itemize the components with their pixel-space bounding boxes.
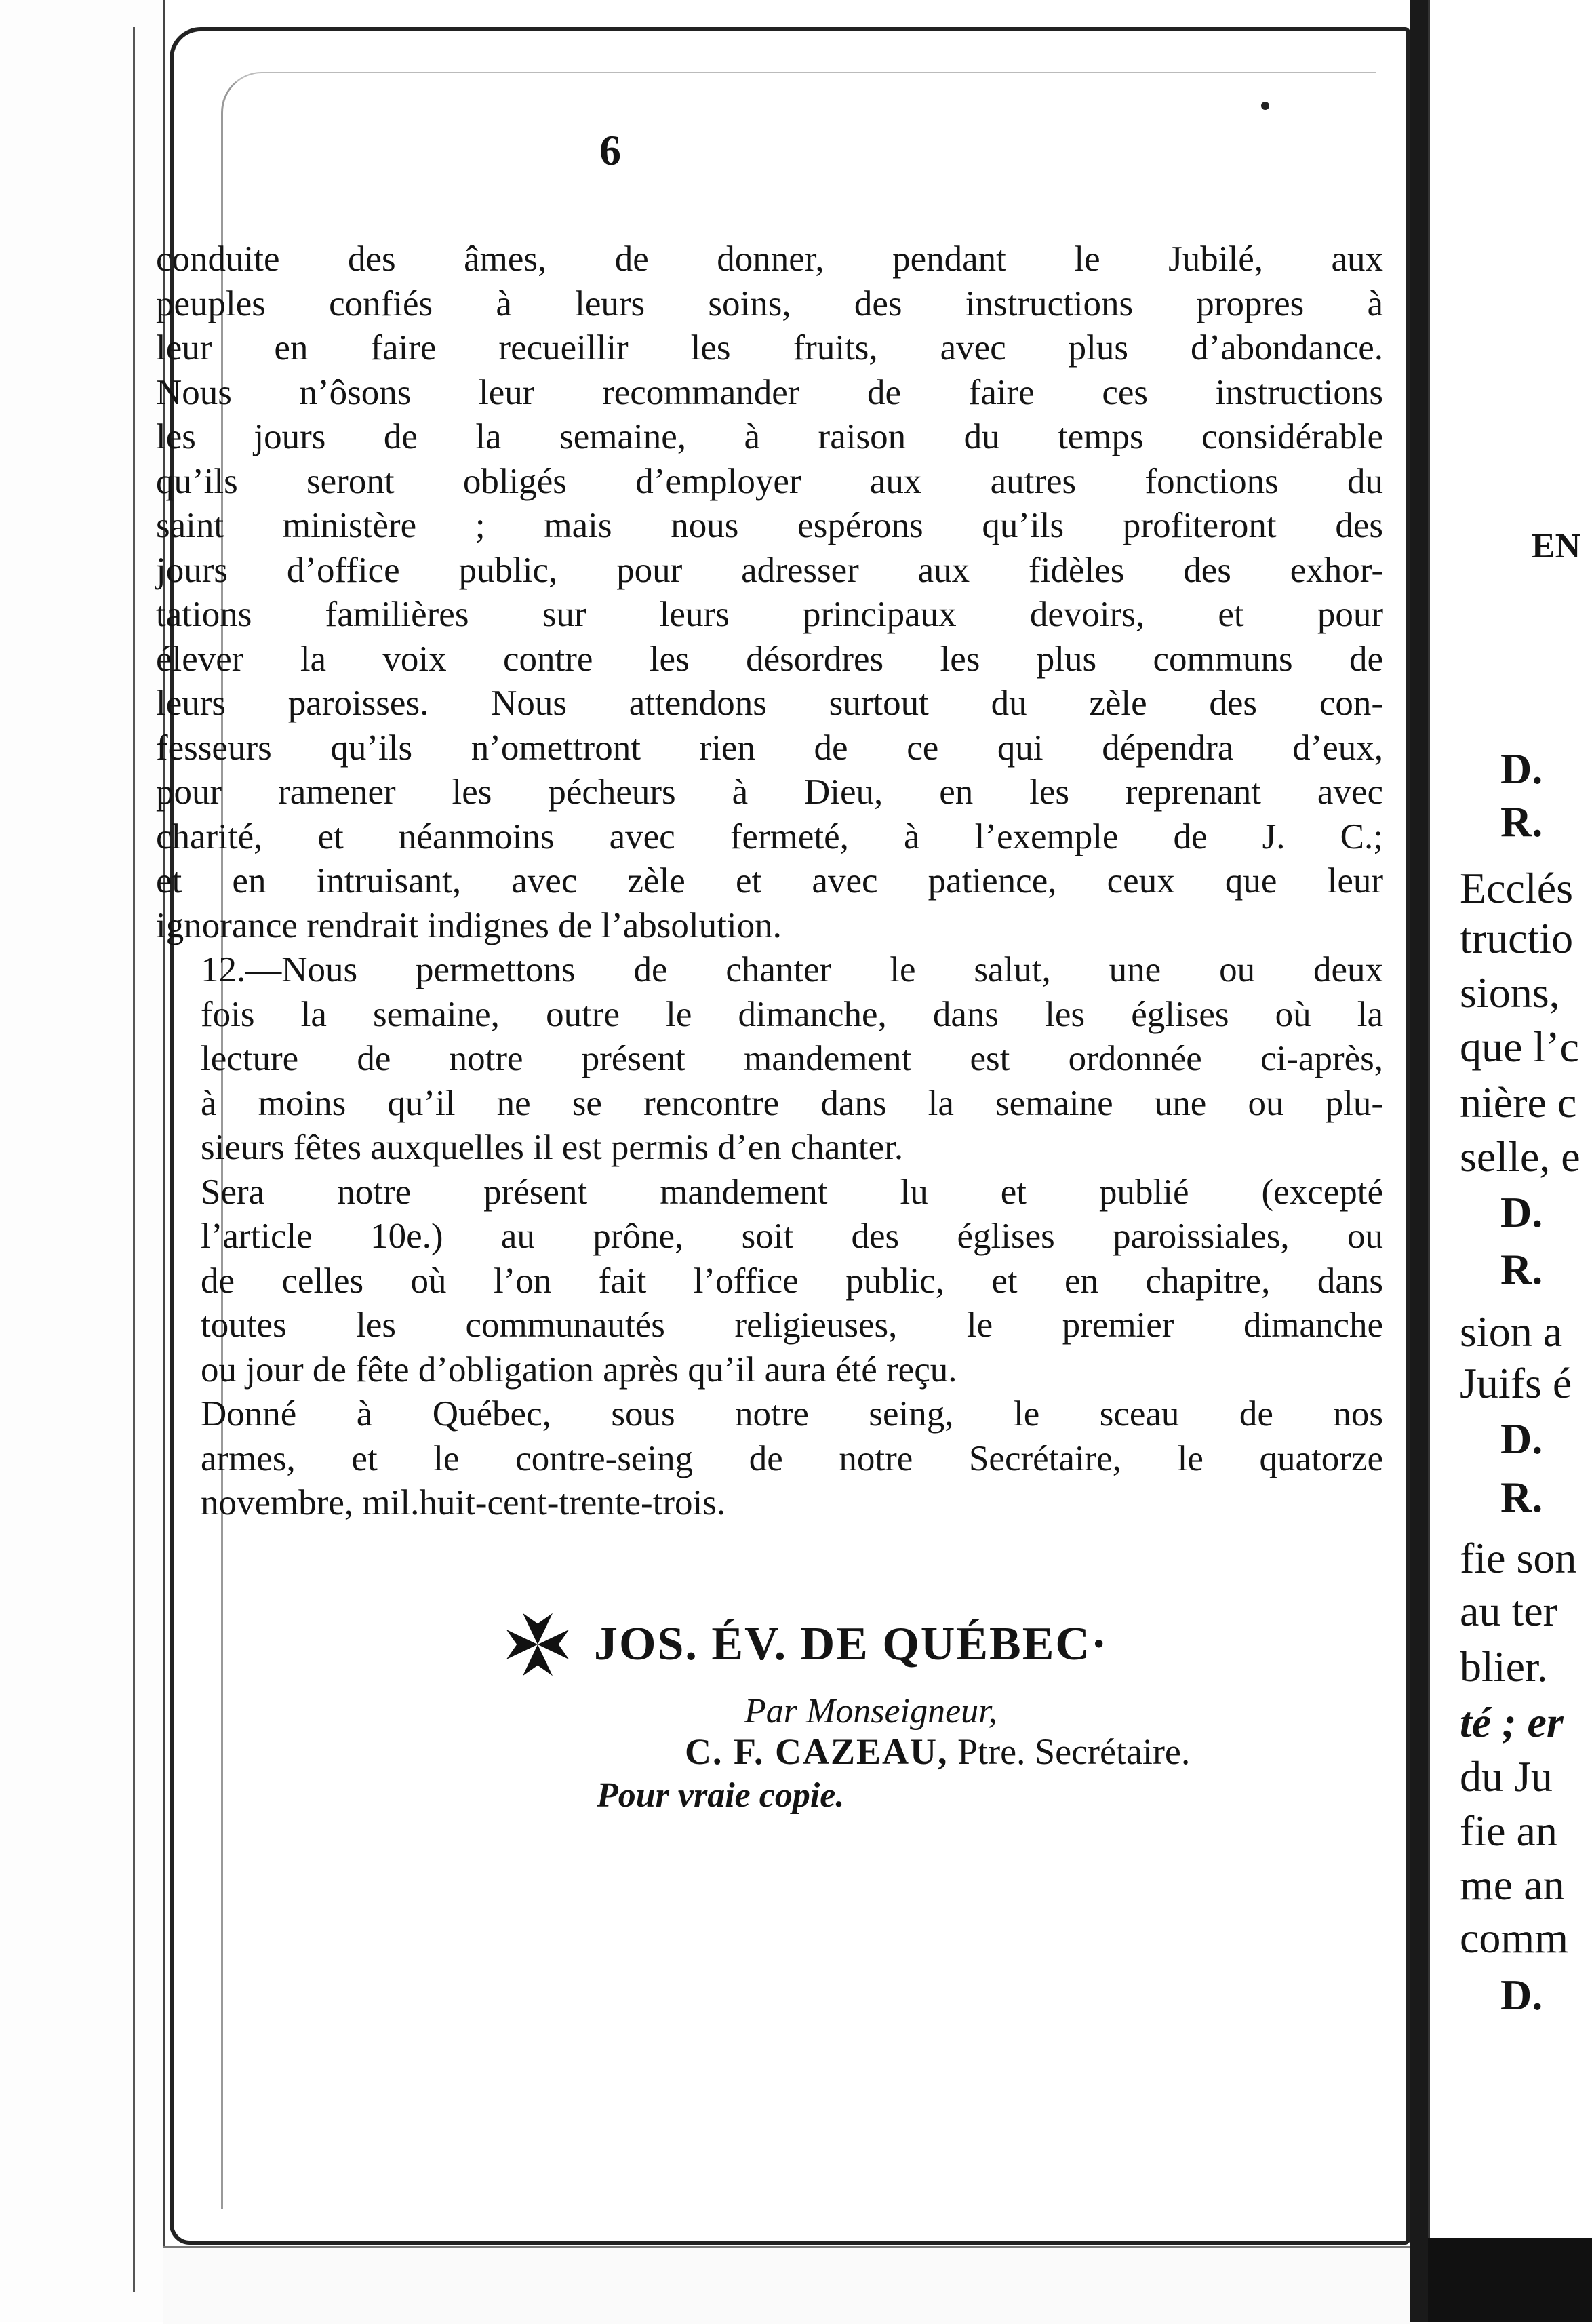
- facing-page-text-fragment: comm: [1460, 1914, 1568, 1962]
- facing-page-text-fragment: sion a: [1460, 1307, 1563, 1356]
- signature-name: JOS. ÉV. DE QUÉBEC·: [594, 1618, 1109, 1670]
- text-line: novembre, mil.huit-cent-trente-trois.: [201, 1483, 726, 1522]
- facing-page-text-fragment: que l’c: [1460, 1023, 1579, 1071]
- book-gutter: [1410, 0, 1428, 2322]
- bishop-signature: [500, 1607, 1108, 1682]
- paragraph-salut: [156, 948, 1383, 1170]
- true-copy-note: Pour vraie copie.: [597, 1776, 845, 1815]
- text-line: tations familières sur leurs principaux devoirs, et pour: [156, 595, 1383, 634]
- facing-page-text-fragment: sions,: [1460, 968, 1560, 1017]
- text-line: fesseurs qu’ils n’omettront rien de ce qui dépendra d’eux,: [156, 728, 1383, 768]
- facing-page-text-fragment: blier.: [1460, 1642, 1548, 1691]
- secretary-title: Ptre. Secrétaire.: [957, 1731, 1191, 1772]
- facing-page-text-fragment: me an: [1460, 1861, 1565, 1909]
- facing-page-text-fragment: selle, e: [1460, 1133, 1580, 1181]
- facing-page-text-fragment: fie son: [1460, 1534, 1577, 1582]
- facing-page-fragment: [1428, 0, 1592, 2322]
- facing-page-text-fragment: D.: [1500, 1415, 1543, 1463]
- facing-page-text-fragment: fie an: [1460, 1807, 1557, 1855]
- by-monseigneur: Par Monseigneur,: [744, 1692, 997, 1731]
- facing-page-text-fragment: EN: [1532, 527, 1581, 566]
- facing-page-text-fragment: Ecclés: [1460, 864, 1573, 912]
- text-line: élever la voix contre les désordres les plus communs de: [156, 639, 1383, 679]
- text-line: conduite des âmes, de donner, pendant le Jubilé, aux: [156, 239, 1383, 279]
- text-line: Donné à Québec, sous notre seing, le sceau de nos: [201, 1394, 1383, 1434]
- edge-line: [133, 27, 135, 2292]
- facing-page-text-fragment: Juifs é: [1460, 1359, 1572, 1407]
- text-line: de celles où l’on fait l’office public, et en chapitre, dans: [201, 1261, 1383, 1301]
- text-line: lecture de notre présent mandement est ordonnée ci-après,: [201, 1039, 1383, 1078]
- text-line: à moins qu’il ne se rencontre dans la semaine une ou plu-: [201, 1083, 1383, 1123]
- facing-page-text-fragment: R.: [1500, 1245, 1543, 1293]
- text-line: et en intruisant, avec zèle et avec patience, ceux que leur: [156, 861, 1383, 901]
- paragraph-publication: [156, 1170, 1383, 1393]
- text-line: l’article 10e.) au prône, soit des églises paroissiales, ou: [201, 1217, 1383, 1256]
- facing-page-bottom-edge: [1428, 2238, 1592, 2322]
- text-line: 12.—Nous permettons de chanter le salut, une ou deux: [201, 950, 1383, 989]
- text-line: qu’ils seront obligés d’employer aux autres fonctions du: [156, 461, 1383, 501]
- paragraph-instructions: [156, 237, 1383, 948]
- text-line: armes, et le contre-seing de notre Secrétaire, le quatorze: [201, 1438, 1383, 1478]
- text-line: les jours de la semaine, à raison du temps considérable: [156, 417, 1383, 456]
- text-line: Sera notre présent mandement lu et publié (excepté: [201, 1172, 1383, 1212]
- facing-page-text-fragment: D.: [1500, 1188, 1543, 1236]
- facing-page-text-fragment: D.: [1500, 745, 1543, 793]
- left-page-edge: [0, 0, 165, 2322]
- page-number: 6: [599, 126, 621, 174]
- text-line: charité, et néanmoins avec fermeté, à l’exemple de J. C.;: [156, 816, 1383, 856]
- secretary-line: [685, 1731, 1190, 1773]
- facing-page-text-fragment: D.: [1500, 1971, 1543, 2019]
- facing-page-text-fragment: té ; er: [1460, 1698, 1564, 1746]
- text-line: jours d’office public, pour adresser aux fidèles des exhor-: [156, 550, 1383, 590]
- text-line: peuples confiés à leurs soins, des instructions propres à: [156, 283, 1383, 323]
- text-line: ou jour de fête d’obligation après qu’il aura été reçu.: [201, 1350, 957, 1390]
- facing-page-text-fragment: R.: [1500, 1473, 1543, 1521]
- text-line: toutes les communautés religieuses, le premier dimanche: [201, 1305, 1383, 1345]
- body-text: [156, 237, 1383, 1526]
- paragraph-given-at-quebec: [156, 1392, 1383, 1526]
- facing-page-text-fragment: au ter: [1460, 1587, 1557, 1635]
- text-line: pour ramener les pécheurs à Dieu, en les reprenant avec: [156, 772, 1383, 812]
- text-line: ignorance rendrait indignes de l’absolution.: [156, 905, 782, 945]
- facing-page-text-fragment: R.: [1500, 797, 1543, 846]
- facing-page-text-fragment: nière c: [1460, 1078, 1577, 1126]
- ink-speck: [1261, 102, 1269, 110]
- text-line: fois la semaine, outre le dimanche, dans les églises où la: [201, 994, 1383, 1034]
- facing-page-text-fragment: du Ju: [1460, 1752, 1553, 1800]
- facing-page-text-fragment: tructio: [1460, 914, 1574, 962]
- secretary-name: C. F. CAZEAU,: [685, 1731, 949, 1772]
- text-line: sieurs fêtes auxquelles il est permis d’en chanter.: [201, 1128, 904, 1167]
- maltese-cross-icon: [500, 1607, 575, 1682]
- bottom-page-edge: [163, 2246, 1410, 2324]
- text-line: leurs paroisses. Nous attendons surtout du zèle des con-: [156, 684, 1383, 723]
- text-line: Nous n’ôsons leur recommander de faire ces instructions: [156, 372, 1383, 412]
- text-line: leur en faire recueillir les fruits, avec plus d’abondance.: [156, 328, 1383, 368]
- text-line: saint ministère ; mais nous espérons qu’ils profiteront des: [156, 506, 1383, 545]
